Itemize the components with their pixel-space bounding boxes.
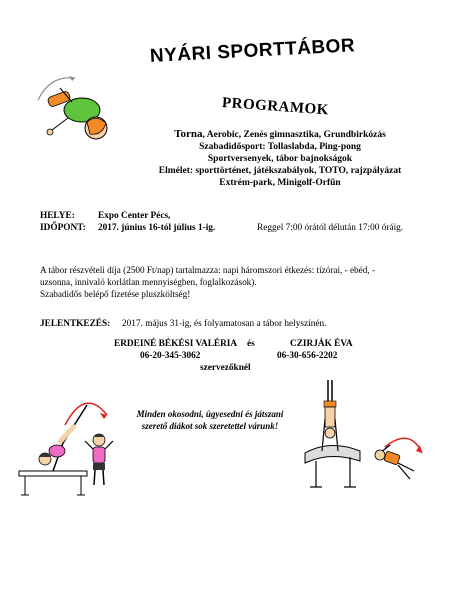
- slogan-line-2: szerető diákot sok szeretettel várunk!: [141, 421, 279, 431]
- registration-row: [40, 318, 327, 330]
- program-line-2: Szabadidősport: Tollaslabda, Ping-pong: [199, 142, 361, 152]
- organizers-and: és: [247, 339, 255, 349]
- organizer-1-name: ERDEINÉ BÉKÉSI VALÉRIA: [114, 339, 238, 349]
- program-line-5: Extrém-park, Minigolf-Orfűn: [219, 178, 341, 188]
- location-label: HELYE:: [40, 211, 75, 221]
- location-value: Expo Center Pécs,: [98, 211, 171, 221]
- beam-gymnast-illustration: [15, 385, 130, 500]
- organizers-role: szervezőknél: [200, 363, 251, 373]
- program-heading: PROGRAMOK: [221, 95, 330, 119]
- fee-line-1: A tábor részvételi díja (2500 Ft/nap) tartalmazza: napi háromszori étkezés: tízórai, - ebéd, -: [40, 265, 375, 275]
- schedule-row: [40, 222, 404, 234]
- schedule-dates: 2017. június 16-tól július 1-ig.: [98, 223, 216, 233]
- program-line-1: [140, 128, 420, 141]
- organizer-2-name: CZIRJÁK ÉVA: [290, 339, 353, 349]
- organizer-1-phone: 06-20-345-3062: [140, 351, 201, 361]
- program-line-1-rest: , Aerobic, Zenés gimnasztika, Grundbirkózás: [202, 130, 386, 140]
- registration-label: JELENTKEZÉS:: [40, 319, 111, 329]
- program-line-4: Elmélet: sporttörténet, játékszabályok, TOTO, rajzpályázat: [158, 166, 402, 176]
- fee-line-3: Szabadidős belépő fizetése pluszköltség!: [40, 289, 191, 299]
- program-line-1-lead: Torna: [174, 128, 203, 140]
- slogan-line-1: Minden okosodni, ügyesedni és játszani: [136, 409, 284, 419]
- organizer-2-phone: 06-30-656-2202: [277, 351, 338, 361]
- program-list: [140, 128, 420, 189]
- schedule-hours: Reggel 7:00 órától délután 17:00 óráig.: [257, 223, 404, 233]
- tumbling-child-illustration: [30, 70, 125, 150]
- slogan: [120, 408, 300, 432]
- fee-paragraph: [40, 264, 440, 300]
- pommel-horse-illustration: [290, 375, 435, 505]
- location-row: [40, 210, 171, 222]
- page-title: NYÁRI SPORTTÁBOR: [149, 35, 356, 67]
- program-line-3: Sportversenyek, tábor bajnokságok: [207, 154, 353, 164]
- registration-value: 2017. május 31-ig, és folyamatosan a tábor helyszínén.: [122, 319, 327, 329]
- fee-line-2: uzsonna, innivaló korlátlan mennyiségben, foglalkozások).: [40, 277, 257, 287]
- schedule-label: IDŐPONT:: [40, 223, 86, 233]
